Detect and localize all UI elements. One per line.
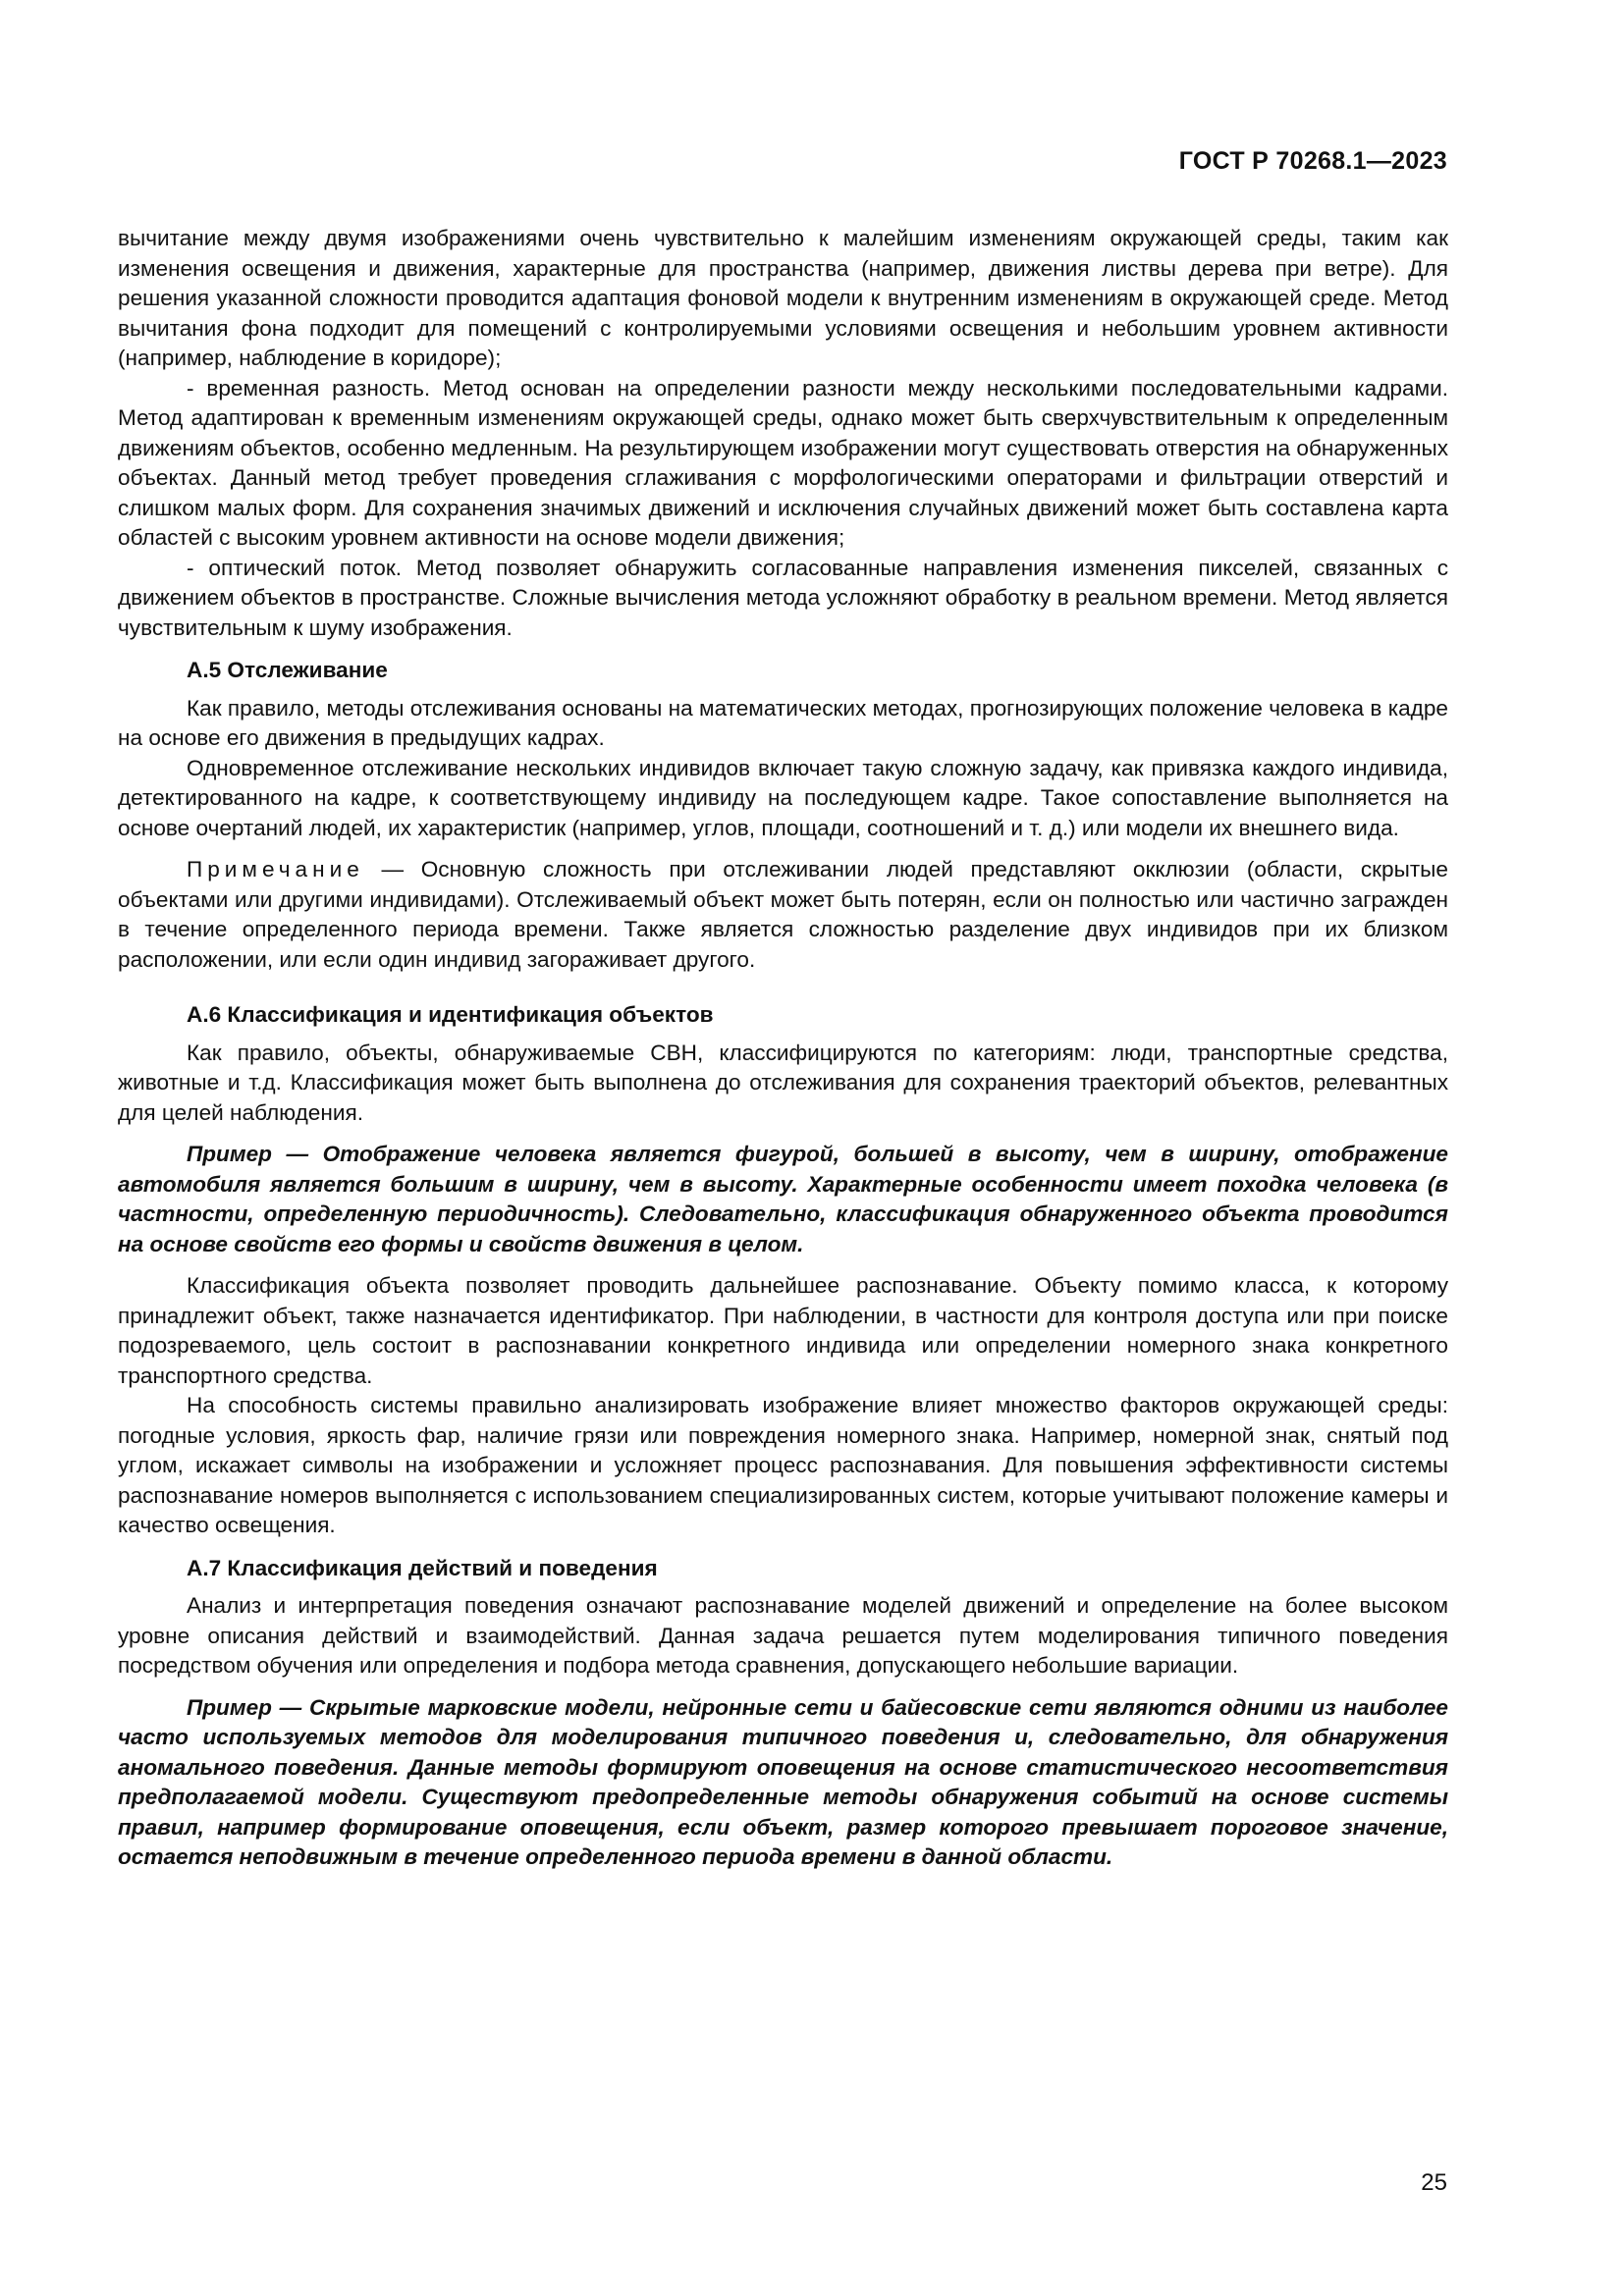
paragraph: Как правило, объекты, обнаруживаемые СВН, классифицируются по категориям: люди, транспортные средства, животные и т.д. Классификация может быть выполнена до отслеживания для сохранения траекторий объектов, релевантных для целей наблюдения. (118, 1040, 1448, 1125)
paragraph: Как правило, методы отслеживания основаны на математических методах, прогнозирующих положение человека в кадре на основе его движения в предыдущих кадрах. (118, 695, 1448, 750)
list-item-temporal-difference: - временная разность. Метод основан на определении разности между несколькими последовательными кадрами. Метод адаптирован к временным изменениям окружающей среды, однако может быть сверхчувствительным к определенным движениям объектов, особенно медленным. На результирующем изображении могут существовать отверстия на обнаруженных объектах. Данный метод требует проведения сглаживания с морфологическими операторами и фильтрации отверстий и слишком малых форм. Для сохранения значимых движений и исключения случайных движений может быть составлена карта областей с высоким уровнем активности на основе модели движения; (118, 375, 1448, 550)
paragraph: Классификация объекта позволяет проводить дальнейшее распознавание. Объекту помимо класса, к которому принадлежит объект, также назначается идентификатор. При наблюдении, в частности для контроля доступа или при поиске подозреваемого, цель состоит в распознавании конкретного индивида или определении номерного знака конкретного транспортного средства. (118, 1273, 1448, 1388)
document-header: ГОСТ Р 70268.1—2023 (1178, 147, 1447, 175)
paragraph: вычитание между двумя изображениями очень чувствительно к малейшим изменениям окружающей среды, таким как изменения освещения и движения, характерные для пространства (например, движения листвы дерева при ветре). Для решения указанной сложности проводится адаптация фоновой модели к внутренним изменениям в окружающей среде. Метод вычитания фона подходит для помещений с контролируемыми условиями освещения и небольшим уровнем активности (например, наблюдение в коридоре); (118, 226, 1448, 370)
document-body (118, 224, 1448, 1885)
paragraph: Анализ и интерпретация поведения означают распознавание моделей движений и определение на более высоком уровне описания действий и взаимодействий. Данная задача решается путем моделирования типичного поведения посредством обучения или определения и подбора метода сравнения, допускающего небольшие вариации. (118, 1593, 1448, 1678)
paragraph: На способность системы правильно анализировать изображение влияет множество факторов окружающей среды: погодные условия, яркость фар, наличие грязи или повреждения номерного знака. Например, номерной знак, снятый под углом, искажает символы на изображении и усложняет процесс распознавания. Для повышения эффективности системы распознавание номеров выполняется с использованием специализированных систем, которые учитывают положение камеры и качество освещения. (118, 1393, 1448, 1537)
example-block: Пример — Скрытые марковские модели, нейронные сети и байесовские сети являются одними из наиболее часто используемых методов для моделирования типичного поведения и, следовательно, для обнаружения аномального поведения. Данные методы формируют оповещения на основе статистического несоответствия предполагаемой модели. Существуют предопределенные методы обнаружения событий на основе системы правил, например формирование оповещения, если объект, размер которого превышает пороговое значение, остается неподвижным в течение определенного периода времени в данной области. (118, 1694, 1448, 1869)
example-block: Пример — Отображение человека является фигурой, большей в высоту, чем в ширину, отображение автомобиля является большим в ширину, чем в высоту. Характерные особенности имеет походка человека (в частности, определенную периодичность). Следовательно, классификация обнаруженного объекта проводится на основе свойств его формы и свойств движения в целом. (118, 1142, 1448, 1256)
note-label: Примечание (187, 857, 364, 881)
note-text: — Основную сложность при отслеживании людей представляют окклюзии (области, скрытые объектами или другими индивидами). Отслеживаемый объект может быть потерян, если он полностью или частично загражден в течение определенного периода времени. Также является сложностью разделение двух индивидов при их близком расположении, или если один индивид загораживает другого. (118, 857, 1448, 972)
section-heading-a6: А.6 Классификация и идентификация объектов (187, 1002, 714, 1027)
paragraph: Одновременное отслеживание нескольких индивидов включает такую сложную задачу, как привязка каждого индивида, детектированного на кадре, к соответствующему индивиду на последующем кадре. Такое сопоставление выполняется на основе очертаний людей, их характеристик (например, углов, площади, соотношений и т. д.) или модели их внешнего вида. (118, 755, 1448, 840)
section-heading-a7: А.7 Классификация действий и поведения (187, 1555, 658, 1580)
section-heading-a5: А.5 Отслеживание (187, 658, 388, 682)
list-item-optical-flow: - оптический поток. Метод позволяет обнаружить согласованные направления изменения пикселей, связанных с движением объектов в пространстве. Сложные вычисления метода усложняют обработку в реальном времени. Метод является чувствительным к шуму изображения. (118, 555, 1448, 640)
page-number: 25 (1421, 2169, 1447, 2196)
note (118, 855, 1448, 975)
